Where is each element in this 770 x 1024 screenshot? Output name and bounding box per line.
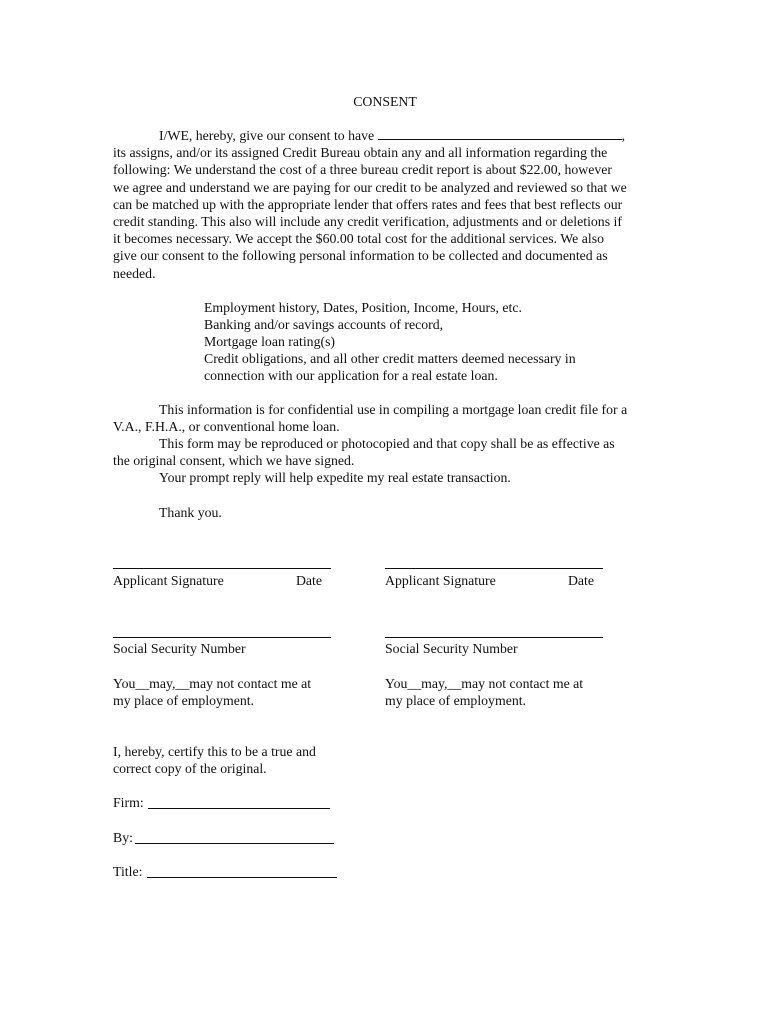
consent-line: it becomes necessary. We accept the $60.00 total cost for the additional services. We also [113, 231, 604, 247]
company-name-blank[interactable] [378, 127, 622, 140]
consent-line: we agree and understand we are paying for our credit to be analyzed and reviewed so that we [113, 179, 627, 195]
by-label: By: [113, 830, 133, 845]
consent-intro-text: I/WE, hereby, give our consent to have [159, 128, 375, 143]
consent-paragraph [113, 127, 658, 282]
consent-line: needed. [113, 265, 156, 281]
contact-permission-line1: You__may,__may not contact me at [113, 676, 312, 691]
certification-line2: correct copy of the original. [113, 761, 267, 776]
applicant-signature-label: Applicant Signature [385, 573, 496, 588]
confidential-use-line2: V.A., F.H.A., or conventional home loan. [113, 419, 340, 434]
thank-you: Thank you. [159, 505, 222, 520]
certification-line1: I, hereby, certify this to be a true and [113, 744, 316, 759]
reproduction-line2: the original consent, which we have signed. [113, 453, 355, 468]
consent-line: can be matched up with the appropriate lender that offers rates and fees that best reflects our [113, 196, 623, 212]
consent-line: following: We understand the cost of a three bureau credit report is about $22.00, however [113, 162, 613, 178]
date-label: Date [567, 573, 594, 588]
consent-intro-line [113, 127, 658, 144]
contact-permission-line2: my place of employment. [385, 693, 526, 708]
ssn-line-2[interactable] [385, 637, 603, 638]
by-field-line[interactable] [135, 843, 334, 844]
firm-field-line[interactable] [148, 808, 330, 809]
document-title: CONSENT [353, 94, 417, 109]
list-item: connection with our application for a real estate loan. [204, 368, 498, 383]
title-field-line[interactable] [147, 877, 337, 878]
applicant-signature-line-2[interactable] [385, 568, 603, 569]
list-item: Employment history, Dates, Position, Income, Hours, etc. [204, 300, 522, 315]
date-label: Date [295, 573, 322, 588]
confidential-use-line1: This information is for confidential use in compiling a mortgage loan credit file for a [159, 402, 628, 417]
consent-line: give our consent to the following personal information to be collected and documented as [113, 248, 608, 264]
contact-permission-line2: my place of employment. [113, 693, 254, 708]
title-label: Title: [113, 864, 143, 879]
firm-label: Firm: [113, 795, 144, 810]
list-item: Banking and/or savings accounts of record, [204, 317, 444, 332]
signature-labels-1 [113, 572, 322, 589]
list-item: Mortgage loan rating(s) [204, 334, 336, 349]
consent-line: credit standing. This also will include any credit verification, adjustments and or deletions if [113, 214, 622, 230]
ssn-label: Social Security Number [113, 641, 246, 656]
ssn-line-1[interactable] [113, 637, 331, 638]
list-item: Credit obligations, and all other credit matters deemed necessary in [204, 351, 576, 366]
consent-intro-comma: , [621, 128, 626, 143]
applicant-signature-line-1[interactable] [113, 568, 331, 569]
signature-labels-2 [385, 572, 594, 589]
applicant-signature-label: Applicant Signature [113, 573, 224, 588]
consent-line: its assigns, and/or its assigned Credit Bureau obtain any and all information regarding the [113, 145, 608, 161]
ssn-label: Social Security Number [385, 641, 518, 656]
prompt-reply-line: Your prompt reply will help expedite my real estate transaction. [159, 470, 511, 485]
contact-permission-line1: You__may,__may not contact me at [385, 676, 584, 691]
reproduction-line1: This form may be reproduced or photocopied and that copy shall be as effective as [159, 436, 615, 451]
